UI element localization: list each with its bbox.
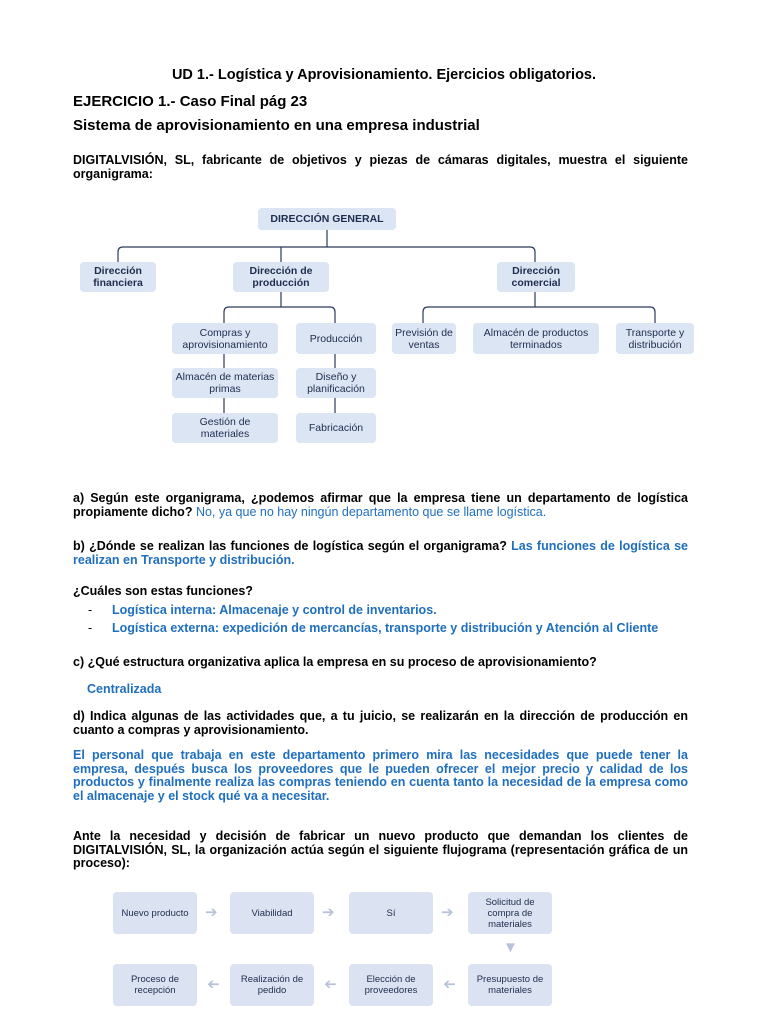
question-c: c) ¿Qué estructura organizativa aplica la empresa en su proceso de aprovisionamiento? [73,655,597,669]
arrow-down-icon: ▼ [503,939,518,956]
arrow-left-icon: ➔ [443,976,456,993]
flow-box-proceso-recepcion: Proceso de recepción [113,964,197,1006]
flow-box-realizacion-pedido: Realización de pedido [230,964,314,1006]
org-box-diseno: Diseño y planificación [296,368,376,398]
question-a [73,492,688,519]
flow-box-solicitud: Solicitud de compra de materiales [468,892,552,934]
arrow-right-icon: ➔ [205,904,218,921]
arrow-right-icon: ➔ [322,904,335,921]
answer-a: No, ya que no hay ningún departamento que se llame logística. [195,504,547,519]
list-item-text: Logística interna: Almacenaje y control de inventarios. [112,603,437,617]
org-box-transporte: Transporte y distribución [616,323,694,354]
question-b [73,540,688,567]
org-box-produccion: Producción [296,323,376,354]
org-box-direccion-financiera: Dirección financiera [80,262,156,292]
list-item: - Logística interna: Almacenaje y control de inventarios. [88,603,437,617]
org-box-prevision-ventas: Previsión de ventas [392,323,456,354]
section-subtitle: Sistema de aprovisionamiento en una empresa industrial [73,117,480,134]
org-box-direccion-produccion: Dirección de producción [233,262,329,292]
org-box-compras: Compras y aprovisionamiento [172,323,278,354]
flow-box-eleccion-proveedores: Elección de proveedores [349,964,433,1006]
exercise-heading: EJERCICIO 1.- Caso Final pág 23 [73,93,308,110]
list-item-text: Logística externa: expedición de mercancías, transporte y distribución y Atención al Cliente [112,621,659,635]
question-b-text: b) ¿Dónde se realizan las funciones de logística según el organigrama? [73,539,507,553]
flow-intro: Ante la necesidad y decisión de fabricar un nuevo producto que demandan los clientes de DIGITALVISIÓN, SL, la organización actúa según el siguiente flujograma (representación gráfica de un proceso): [73,829,688,870]
org-box-almacen-productos: Almacén de productos terminados [473,323,599,354]
org-box-almacen-materias: Almacén de materias primas [172,368,278,398]
question-d: d) Indica algunas de las actividades que, a tu juicio, se realizarán en la dirección de producción en cuanto a compras y aprovisionamiento. [73,709,688,737]
intro-paragraph: DIGITALVISIÓN, SL, fabricante de objetivos y piezas de cámaras digitales, muestra el siguiente organigrama: [73,153,688,181]
answer-b: Las funciones de logística se realizan en Transporte y distribución. [73,539,688,567]
answer-c: Centralizada [87,682,162,696]
list-item: - Logística externa: expedición de mercancías, transporte y distribución y Atención al Cliente [88,621,659,635]
org-box-direccion-comercial: Dirección comercial [497,262,575,292]
question-b2: ¿Cuáles son estas funciones? [73,584,253,598]
org-box-direccion-general: DIRECCIÓN GENERAL [258,208,396,230]
org-box-fabricacion: Fabricación [296,413,376,443]
arrow-left-icon: ➔ [207,976,220,993]
flow-box-presupuesto: Presupuesto de materiales [468,964,552,1006]
document-title: UD 1.- Logística y Aprovisionamiento. Ejercicios obligatorios. [171,67,597,83]
flow-box-nuevo-producto: Nuevo producto [113,892,197,934]
answer-d: El personal que trabaja en este departamento primero mira las necesidades que puede tener la empresa, después busca los proveedores que le pueden ofrecer el mejor precio y calidad de los productos y finalmente realiza las compras teniendo en cuenta tanto la necesidad de la empresa como el almacenaje y el stock qué va a necesitar. [73,748,688,803]
question-a-text: a) Según este organigrama, ¿podemos afirmar que la empresa tiene un departamento de logística propiamente dicho? [73,491,688,519]
org-box-gestion-materiales: Gestión de materiales [172,413,278,443]
arrow-right-icon: ➔ [441,904,454,921]
flow-box-viabilidad: Viabilidad [230,892,314,934]
arrow-left-icon: ➔ [324,976,337,993]
flow-box-si: Sí [349,892,433,934]
